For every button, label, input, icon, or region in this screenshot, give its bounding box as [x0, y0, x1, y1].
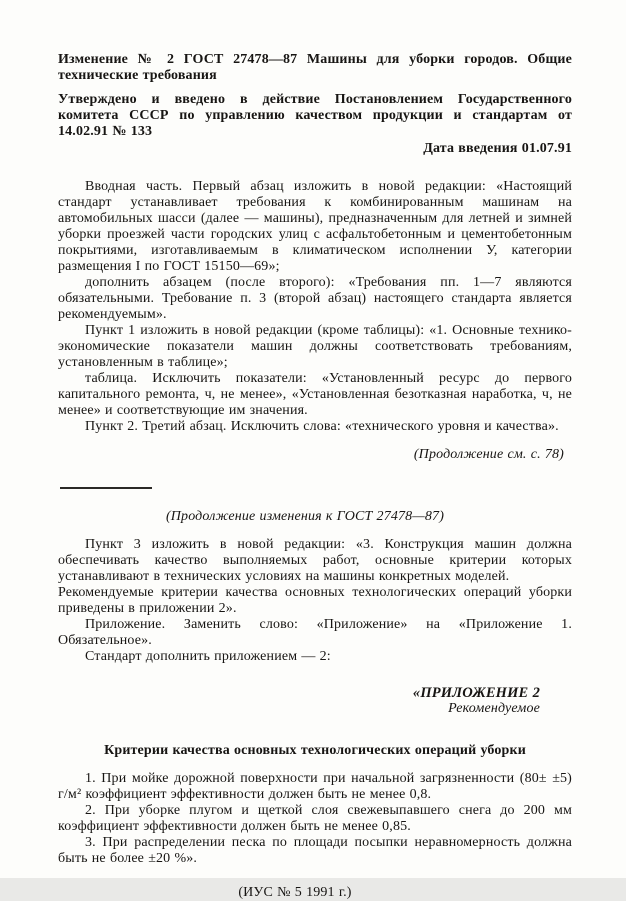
paragraph-append-supplement: Стандарт дополнить приложением — 2:: [85, 649, 331, 664]
ius-footer: (ИУС № 5 1991 г.): [238, 885, 352, 900]
paragraph-table: таблица. Исключить показатели: «Установленный ресурс до первого капитального ремонта, ч, не менее», «Установленная безотказная наработка, ч, не менее» и соответствующие им значения.: [58, 371, 572, 418]
appendix-items: [58, 771, 572, 867]
paragraph-introduction: Вводная часть. Первый абзац изложить в новой редакции: «Настоящий стандарт устанавливает требования к комбинированным машинам на автомобильных шасси (далее — машины), предназначенным для летней и зимней уборки проезжей части городских улиц с асфальтобетонным и цементобетонным покрытиями, изготавливаемым в климатическом исполнении У, категории размещения I по ГОСТ 15150—69»;: [58, 179, 572, 274]
paragraph-recommended-criteria: Рекомендуемые критерии качества основных технологических операций уборки приведены в приложении 2».: [58, 585, 572, 616]
paragraph-supplement: дополнить абзацем (после второго): «Требования пп. 1—7 являются обязательными. Требование п. 3 (второй абзац) настоящего стандарта является рекомендуемым».: [58, 275, 572, 322]
section-divider: [60, 487, 152, 489]
continuation-heading: (Продолжение изменения к ГОСТ 27478—87): [165, 509, 445, 524]
paragraph-point3: Пункт 3 изложить в новой редакции: «3. Конструкция машин должна обеспечивать качество выполняемых работ, основные критерии которых устанавливают в технических условиях на машины конкретных моделей.: [58, 537, 572, 584]
effective-date: Дата введения 01.07.91: [423, 141, 572, 156]
approval-paragraph: Утверждено и введено в действие Постановлением Государственного комитета СССР по управлению качеством продукции и стандартам от 14.02.91 № 133: [58, 92, 572, 139]
amendment-header: [58, 52, 572, 84]
appendix-item-2: 2. При уборке плугом и щеткой слоя свежевыпавшего снега до 200 мм коэффициент эффективности должен быть не менее 0,85.: [58, 803, 572, 834]
part2-body: [58, 537, 572, 665]
appendix-subtitle: Рекомендуемое: [448, 701, 540, 716]
appendix-item-3: 3. При распределении песка по площади посыпки неравномерность должна быть не более ±20 %».: [58, 835, 572, 866]
appendix-item-1: 1. При мойке дорожной поверхности при начальной загрязненности (80± ±5) г/м² коэффициент эффективности должен быть не менее 0,8.: [58, 771, 572, 802]
part1-body: [58, 179, 572, 435]
appendix-label: «ПРИЛОЖЕНИЕ 2: [412, 685, 540, 701]
paragraph-point1: Пункт 1 изложить в новой редакции (кроме таблицы): «1. Основные технико-экономические показатели машин должны соответствовать требованиям, установленным в таблице»;: [58, 323, 572, 370]
paragraph-appendix-rename: Приложение. Заменить слово: «Приложение» на «Приложение 1. Обязательное».: [58, 617, 572, 648]
paragraph-point2: Пункт 2. Третий абзац. Исключить слова: «технического уровня и качества».: [85, 419, 559, 434]
continuation-note: (Продолжение см. с. 78): [413, 447, 564, 462]
appendix-title: Критерии качества основных технологических операций уборки: [104, 743, 526, 758]
amendment-title: Изменение № 2 ГОСТ 27478—87 Машины для уборки городов. Общие технические требования: [58, 52, 572, 83]
appendix-label-block: [58, 685, 572, 717]
